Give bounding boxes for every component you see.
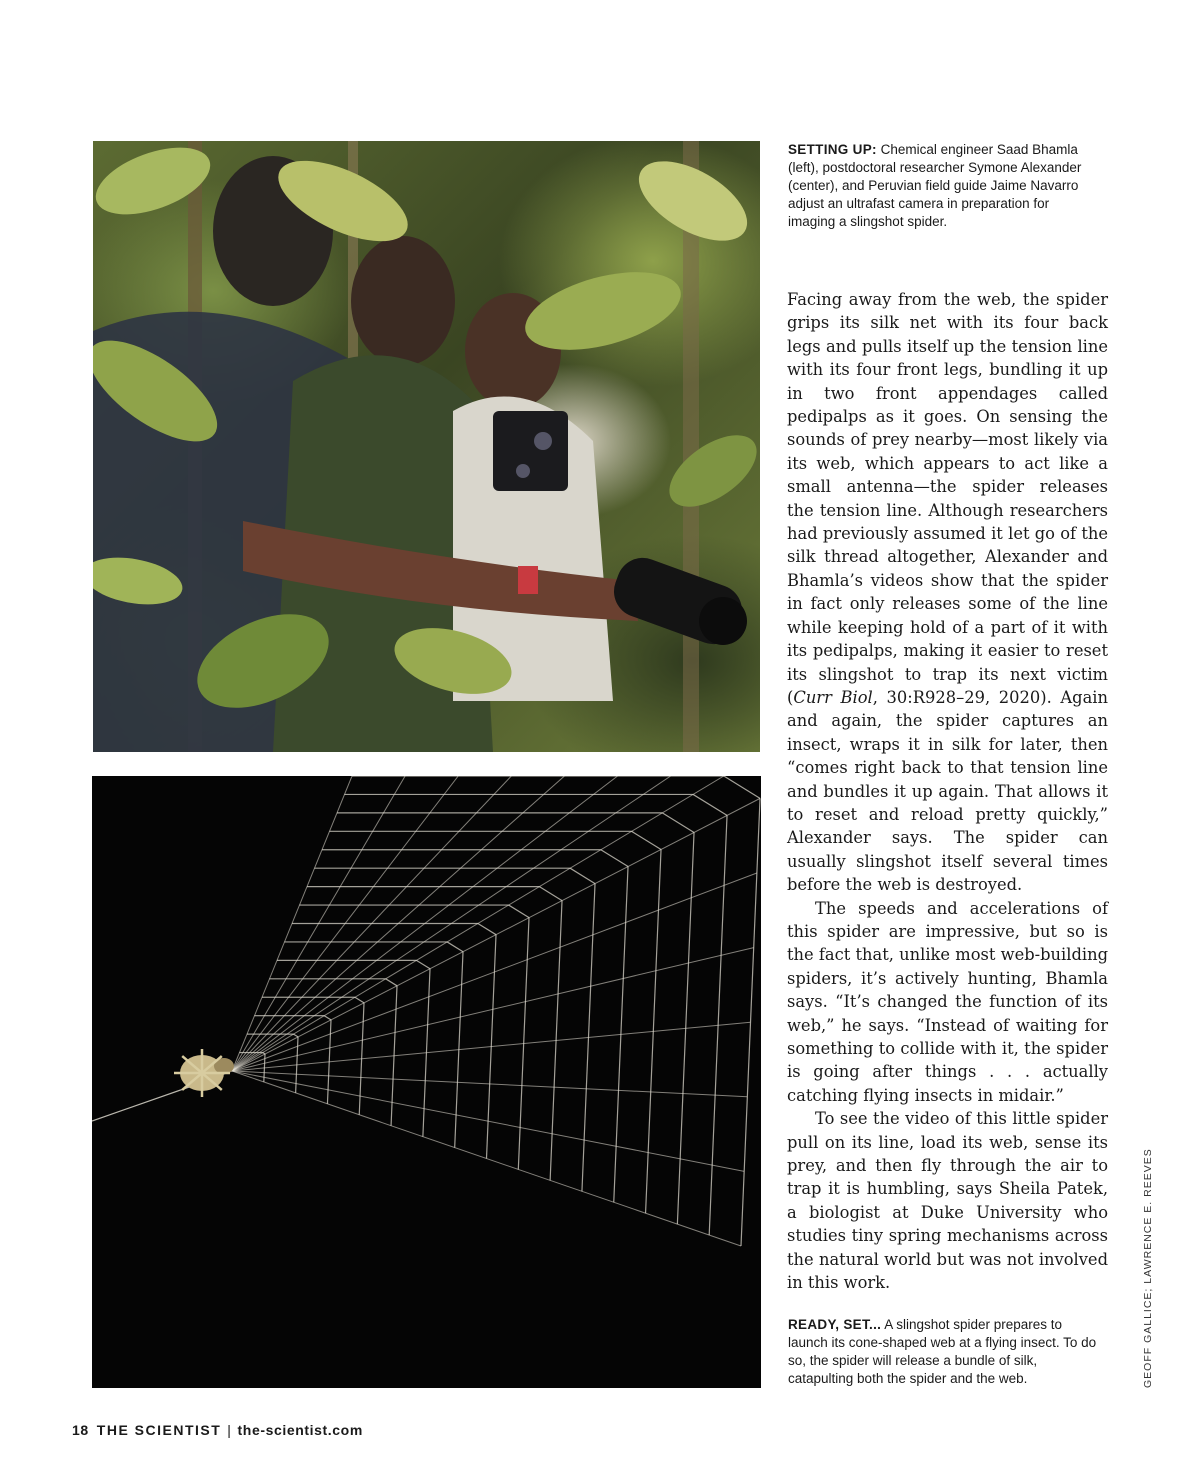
web-thread bbox=[724, 815, 727, 885]
web-thread bbox=[744, 1097, 747, 1172]
web-thread bbox=[362, 1040, 363, 1059]
web-thread bbox=[677, 1159, 680, 1224]
web-thread bbox=[462, 952, 463, 985]
web-thread bbox=[355, 997, 364, 1003]
web-thread bbox=[395, 1009, 396, 1032]
web-thread bbox=[329, 1062, 330, 1076]
web-thread bbox=[493, 972, 495, 1009]
magazine-url: the-scientist.com bbox=[237, 1422, 363, 1438]
web-thread bbox=[359, 1096, 360, 1115]
web-thread bbox=[556, 994, 558, 1041]
web-thread bbox=[558, 947, 560, 994]
web-thread bbox=[391, 1102, 392, 1125]
web-thread bbox=[691, 832, 694, 897]
web-thread bbox=[586, 1037, 588, 1088]
web-thread bbox=[330, 1020, 331, 1034]
web-thread bbox=[494, 935, 496, 972]
web-thread bbox=[588, 986, 590, 1037]
web-thread bbox=[460, 984, 461, 1017]
paragraph bbox=[787, 288, 1108, 897]
web-thread bbox=[361, 1059, 362, 1078]
paragraph-text: , 30:R928–29, 2020). Again and again, the spider captures an insect, wraps it in silk for later, then “comes right back to that tension line and bundles it up again. That allows it to reset and reload pretty quickly,” Alexander says. The spider can usually slingshot itself several times before the web is destroyed. bbox=[787, 687, 1108, 895]
web-thread bbox=[741, 1171, 744, 1246]
web-thread bbox=[712, 1095, 715, 1165]
web-thread bbox=[658, 849, 661, 910]
caption-lead: READY, SET... bbox=[788, 1317, 882, 1332]
web-thread bbox=[570, 868, 595, 883]
web-thread bbox=[425, 1053, 426, 1081]
web-thread bbox=[429, 969, 430, 997]
web-thread bbox=[601, 850, 628, 867]
web-thread bbox=[459, 1017, 460, 1050]
web-thread bbox=[693, 794, 727, 815]
web-thread bbox=[724, 776, 760, 798]
spider-figure bbox=[174, 1049, 234, 1097]
caption-text: A slingshot spider prepares to launch its cone-shaped web at a flying insect. To do so, the spider will release a bundle of silk, catapulting both the spider and the web. bbox=[788, 1317, 1097, 1386]
web-thread bbox=[680, 1094, 683, 1159]
web-thread bbox=[396, 986, 397, 1009]
web-thread bbox=[757, 798, 760, 873]
photo-caption-setting-up bbox=[788, 141, 1098, 231]
web-thread bbox=[329, 1048, 330, 1062]
web-thread bbox=[584, 1089, 586, 1140]
web-thread bbox=[646, 1153, 649, 1214]
web-thread bbox=[593, 884, 595, 935]
caption-lead: SETTING UP: bbox=[788, 142, 877, 157]
slingshot-spider-photo bbox=[92, 776, 761, 1388]
web-thread bbox=[619, 1034, 621, 1090]
paragraph: The speeds and accelerations of this spider are impressive, but so is the fact that, unlike most web-building spiders, it’s actively hunting, Bhamla says. “It’s changed the function of its web,” he says. “Instead of waiting for something to collide with it, the spider is going after things . . . actually catching flying insects in midair.” bbox=[787, 898, 1108, 1105]
web-thread bbox=[688, 898, 691, 963]
web-thread bbox=[488, 1084, 490, 1121]
web-thread bbox=[582, 1140, 584, 1191]
web-thread bbox=[550, 1134, 552, 1181]
web-thread bbox=[662, 813, 694, 833]
web-thread bbox=[524, 1002, 526, 1044]
page-footer bbox=[72, 1422, 363, 1438]
researchers-photo bbox=[93, 141, 760, 752]
web-thread bbox=[360, 1077, 361, 1096]
researchers-photo-art bbox=[93, 141, 760, 752]
caption-text: Chemical engineer Saad Bhamla (left), postdoctoral researcher Symone Alexander (center), and Peruvian field guide Jaime Navarro adjust an ultrafast camera in preparation for imaging a slingshot spider. bbox=[788, 142, 1082, 229]
web-thread bbox=[426, 1025, 427, 1053]
web-thread bbox=[293, 1034, 298, 1037]
web-thread bbox=[527, 918, 529, 960]
web-thread bbox=[554, 1040, 556, 1087]
article-body bbox=[787, 288, 1108, 1294]
web-thread bbox=[721, 885, 724, 955]
web-thread bbox=[327, 1090, 328, 1104]
web-thread bbox=[747, 1022, 750, 1097]
web-thread bbox=[518, 1127, 520, 1169]
web-thread bbox=[393, 1056, 394, 1079]
web-thread bbox=[560, 901, 562, 948]
web-thread bbox=[623, 922, 625, 978]
web-thread bbox=[423, 1109, 424, 1137]
web-thread bbox=[490, 1047, 492, 1084]
web-thread bbox=[656, 910, 659, 971]
web-thread bbox=[424, 1081, 425, 1109]
spider-web-illustration bbox=[92, 776, 761, 1388]
web-thread bbox=[416, 960, 430, 968]
web-thread bbox=[263, 1053, 265, 1054]
web-thread bbox=[651, 1031, 654, 1092]
web-thread bbox=[478, 924, 496, 935]
web-thread bbox=[525, 960, 527, 1002]
web-thread bbox=[456, 1082, 457, 1115]
web-thread bbox=[626, 867, 628, 923]
web-thread bbox=[428, 997, 429, 1025]
web-thread bbox=[330, 1034, 331, 1048]
web-thread bbox=[539, 887, 562, 901]
web-thread bbox=[328, 1076, 329, 1090]
web-thread bbox=[751, 948, 754, 1023]
web-thread bbox=[591, 935, 593, 986]
citation-journal: Curr Biol bbox=[793, 687, 873, 707]
paragraph-text: Facing away from the web, the spider grips its silk net with its four back legs and pulls itself up the tension line with its four front legs, bundling it up in two front appendages called pedipalps as it goes. On sensing the sounds of prey nearby—most likely via its web, which appears to act like a small antenna—the spider releases the tension line. Although researchers had previously assumed it let go of the silk thread altogether, Alexander and Bhamla’s videos show that the spider in fact only releases some of the line while keeping hold of a part of it with its pedipalps, making it easier to reset its slingshot to trap its next victim ( bbox=[787, 290, 1108, 707]
web-thread bbox=[718, 955, 721, 1025]
web-thread bbox=[447, 942, 463, 952]
web-thread bbox=[520, 1086, 522, 1128]
footer-separator: | bbox=[227, 1422, 232, 1438]
web-thread bbox=[686, 963, 689, 1028]
web-thread bbox=[92, 1086, 192, 1121]
paragraph: To see the video of this little spider pull on its line, load its web, sense its prey, and then fly through the air to trap it is humbling, says Sheila Patek, a biologist at Duke University who studies tiny spring mechanisms across the natural world but was not involved in this work. bbox=[787, 1109, 1108, 1293]
web-thread bbox=[552, 1087, 554, 1134]
web-thread bbox=[621, 978, 623, 1034]
web-thread bbox=[394, 1032, 395, 1055]
web-thread bbox=[683, 1028, 686, 1093]
web-thread bbox=[363, 1003, 364, 1022]
web-thread bbox=[522, 1044, 524, 1086]
web-thread bbox=[648, 1092, 651, 1153]
photo-caption-ready-set bbox=[788, 1316, 1103, 1388]
web-thread bbox=[509, 905, 529, 918]
web-thread bbox=[386, 979, 397, 986]
web-thread bbox=[632, 831, 661, 849]
web-thread bbox=[616, 1090, 618, 1146]
page-number: 18 bbox=[72, 1422, 89, 1438]
photo-credit: GEOFF GALLICE; LAWRENCE E. REEVES bbox=[1142, 1148, 1154, 1388]
web-thread bbox=[754, 873, 757, 948]
web-thread bbox=[709, 1165, 712, 1235]
web-thread bbox=[614, 1146, 616, 1202]
magazine-name: THE SCIENTIST bbox=[96, 1422, 222, 1438]
web-thread bbox=[324, 1016, 331, 1020]
web-thread bbox=[392, 1079, 393, 1102]
web-thread bbox=[491, 1009, 493, 1046]
web-thread bbox=[455, 1115, 456, 1148]
web-thread bbox=[715, 1025, 718, 1095]
web-thread bbox=[362, 1021, 363, 1040]
web-thread bbox=[487, 1121, 489, 1158]
web-thread bbox=[457, 1050, 458, 1083]
web-thread bbox=[653, 971, 656, 1032]
